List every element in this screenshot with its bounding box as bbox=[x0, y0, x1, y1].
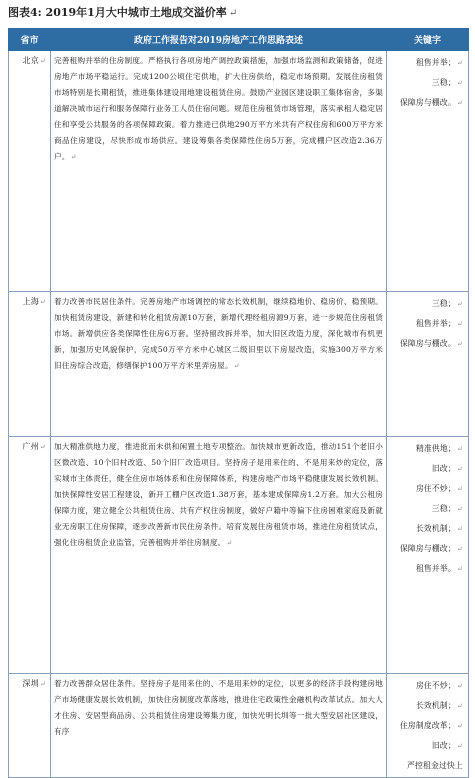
table-header-row bbox=[9, 29, 469, 51]
paragraph-mark-icon: ↵ bbox=[70, 153, 77, 161]
figure-title-text: 图表4: 2019年1月大中城市土地成交溢价率 bbox=[8, 6, 227, 19]
keyword-item: 保障房与棚改；↵ bbox=[399, 544, 463, 553]
statement-text: 完善租购并举的住房制度。严格执行各项房地产调控政策措施，加强市场监测和政策储备，促进房地产市场平稳运行。完成1200公顷住宅供地，扩大住房供给，稳定市场预期。发展住房租赁市场特别是长期租赁，推进集体建设用地建设租赁住房。鼓励产业园区建设职工集体宿舍，多渠道解决城市运行和服务保障行业务工人员住宿问题。规范住房租赁市场管理，落实承租人稳定居住和享受公共服务的各项保障政策。着力推进已供地290万平方米共有产权住房和600万平方米商品住房建设，尽快形成市场供应。建设筹集各类保障性住房5万套，完成棚户区改造2.36万户。 bbox=[54, 56, 383, 161]
keywords-cell bbox=[387, 51, 469, 292]
city-name: 北京 bbox=[22, 56, 39, 65]
keyword-item: 精准供地；↵ bbox=[415, 444, 463, 453]
header-city: 省市 bbox=[9, 29, 51, 51]
keywords-cell bbox=[387, 437, 469, 674]
paragraph-mark-icon: ↵ bbox=[39, 298, 46, 306]
keyword-item: 旧改；↵ bbox=[431, 741, 463, 750]
city-name: 广州 bbox=[22, 442, 39, 451]
statement-cell bbox=[51, 674, 387, 778]
paragraph-mark-icon: ↵ bbox=[228, 8, 238, 19]
keyword-item: 旧改；↵ bbox=[431, 464, 463, 473]
keyword-item: 租售并举。↵ bbox=[415, 564, 463, 573]
statement-cell bbox=[51, 292, 387, 437]
header-statement: 政府工作报告对2019房地产工作思路表述 bbox=[51, 29, 387, 51]
statement-cell bbox=[51, 437, 387, 674]
figure-title bbox=[8, 4, 237, 22]
paragraph-mark-icon: ↵ bbox=[39, 680, 46, 688]
keyword-item: 房住不炒；↵ bbox=[415, 484, 463, 493]
statement-text: 着力改善市民居住条件。完善房地产市场调控的常态长效机制，继续稳地价、稳房价、稳预期。加快租赁房建设，新建和转化租赁房源10万套，新增代理经租房源9万套，进一步规范住房租赁市场。新增供应各类保障性住房6万套。坚持留改拆并举，加大旧区改造力度，深化城市有机更新，加强历史风貌保护，完成50万平方米中心城区二级旧里以下房屋改造，实施300万平方米旧住房综合改造，修缮保护100万平方米里弄房屋。 bbox=[54, 297, 383, 370]
city-cell bbox=[9, 51, 51, 292]
keyword-item: 三稳；↵ bbox=[431, 78, 463, 87]
statement-text: 加大精准供地力度，推进批而未供和闲置土地专项整治。加快城市更新改造，推动151个老旧小区微改造、10个旧村改造、50个旧厂改造项目。坚持房子是用来住的、不是用来炒的定位，落实城市主体责任，健全住房市场体系和住房保障体系，构建房地产市场平稳健康发展长效机制。加快保障性安居工程建设，新开工棚户区改造1.38万套，基本建成保障房1.2万套。加大公租房保障力度，建立健全公共租赁住房、共有产权住房制度，做好户籍中等偏下住房困难家庭及新就业无房职工住房保障，逐步改善新市民住房条件。培育发展住房租赁市场，推进住房租赁试点，强化住房租赁企业监管，完善租购并举住房制度。 bbox=[54, 442, 383, 547]
keyword-item: 住房制度改革；↵ bbox=[399, 721, 463, 730]
statement-text: 着力改善群众居住条件。坚持房子是用来住的、不是用来炒的定位，以更多的经济手段构建房地产市场健康发展长效机制，加快住房制度改革落地，推进住宅政策性金融机构改革试点。加大人才住房、安居型商品房、公共租赁住房建设筹集力度，加快光明长圳等一批大型安居社区建设，有序 bbox=[54, 679, 383, 736]
header-keywords: 关键字 bbox=[387, 29, 469, 51]
keyword-item: 长效机制；↵ bbox=[415, 524, 463, 533]
keyword-item: 保障房与棚改。↵ bbox=[399, 98, 463, 107]
city-cell bbox=[9, 437, 51, 674]
table-row bbox=[9, 437, 469, 674]
table-row bbox=[9, 51, 469, 292]
keyword-item: 房住不炒；↵ bbox=[415, 681, 463, 690]
keyword-item: 租售并举；↵ bbox=[415, 319, 463, 328]
keyword-item: 严控租金过快上 bbox=[407, 761, 463, 770]
city-name: 深圳 bbox=[22, 679, 39, 688]
table-row bbox=[9, 292, 469, 437]
keyword-item: 长效机制；↵ bbox=[415, 701, 463, 710]
keyword-item: 租售并举；↵ bbox=[415, 58, 463, 67]
paragraph-mark-icon: ↵ bbox=[226, 539, 233, 547]
paragraph-mark-icon: ↵ bbox=[39, 443, 46, 451]
city-cell bbox=[9, 674, 51, 778]
city-cell bbox=[9, 292, 51, 437]
keywords-cell bbox=[387, 292, 469, 437]
policy-table bbox=[8, 28, 469, 778]
paragraph-mark-icon: ↵ bbox=[39, 57, 46, 65]
table-row bbox=[9, 674, 469, 778]
keyword-item: 三稳；↵ bbox=[431, 299, 463, 308]
city-name: 上海 bbox=[22, 297, 39, 306]
keyword-item: 三稳；↵ bbox=[431, 504, 463, 513]
paragraph-mark-icon: ↵ bbox=[233, 362, 240, 370]
keywords-cell bbox=[387, 674, 469, 778]
statement-cell bbox=[51, 51, 387, 292]
keyword-item: 保障房与棚改。↵ bbox=[399, 339, 463, 348]
